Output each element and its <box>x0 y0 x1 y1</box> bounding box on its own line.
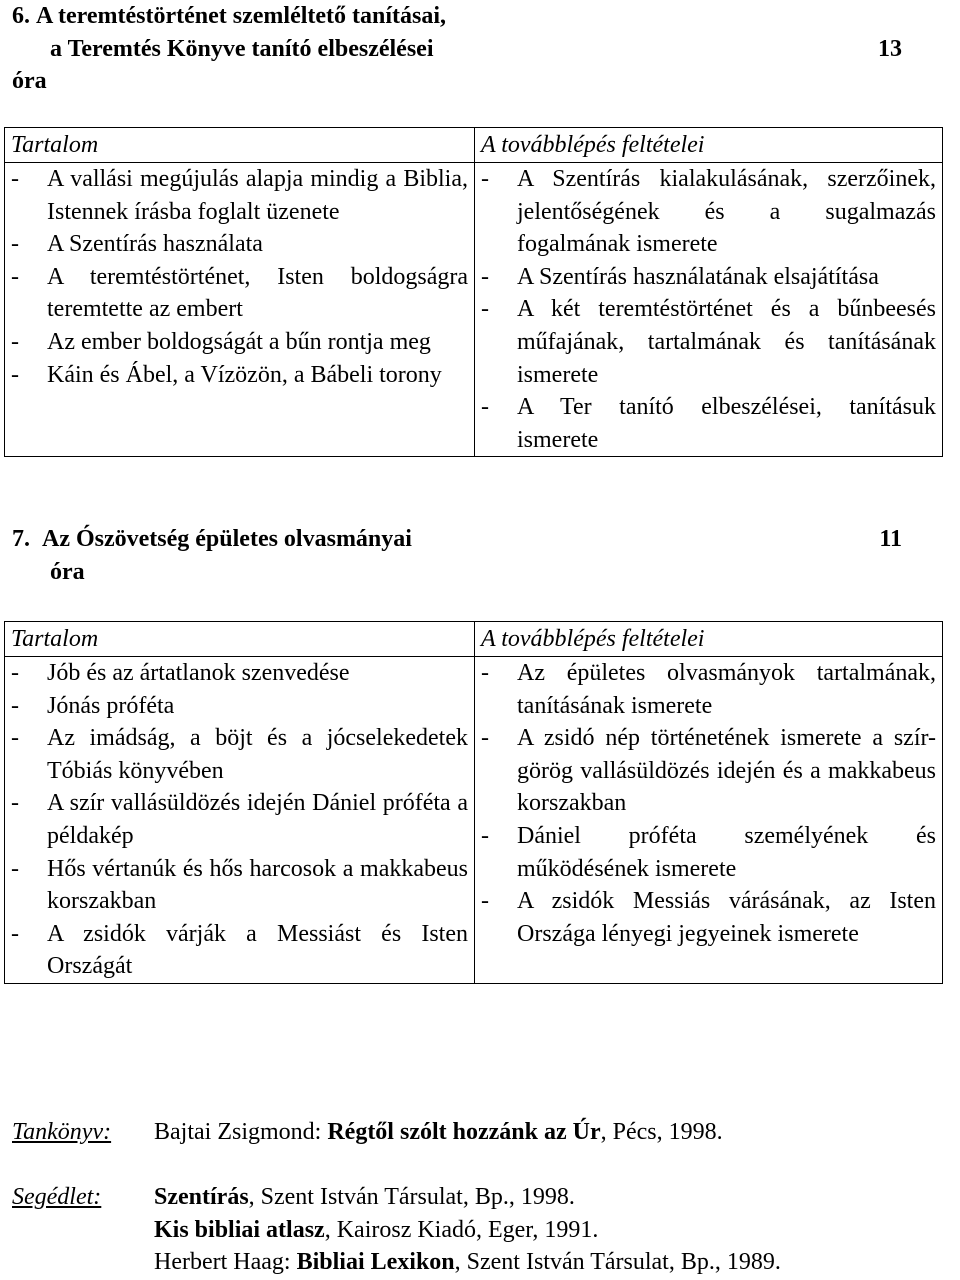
section-number: 7. <box>12 526 30 552</box>
section-title: Az Ószövetség épületes olvasmányai <box>42 526 412 552</box>
content-cell <box>5 657 475 984</box>
list-item: - A két teremtéstörténet és a bűnbeesés műfajának, tartalmának és tanításának ismerete <box>481 296 936 388</box>
list-item: - A Szentírás használatának elsajátítása <box>481 263 879 290</box>
textbook-publisher: , Pécs, 1998. <box>600 1119 723 1145</box>
column-header-conditions: A továbblépés feltételei <box>475 128 943 163</box>
list-item: - Az ember boldogságát a bűn rontja meg <box>11 328 431 355</box>
textbook-label: Tankönyv: <box>12 1119 112 1145</box>
section-title-line1: A teremtéstörténet szemléltető tanításai, <box>36 3 447 29</box>
section-unit: óra <box>50 558 85 585</box>
conditions-cell <box>475 657 943 984</box>
aid-item: Szentírás, Szent István Társulat, Bp., 1998. <box>154 1184 575 1210</box>
column-header-conditions: A továbblépés feltételei <box>475 622 943 657</box>
aid-item: Herbert Haag: Bibliai Lexikon, Szent István Társulat, Bp., 1989. <box>154 1249 781 1276</box>
section-6-heading <box>12 0 908 98</box>
section-number: 6. <box>12 3 30 29</box>
section-title-line2: a Teremtés Könyve tanító elbeszélései <box>50 35 434 62</box>
list-item: - Jónás próféta <box>11 692 175 719</box>
column-header-content: Tartalom <box>5 128 475 163</box>
list-item: - A zsidó nép történetének ismerete a szír-görög vallásüldözés idején és a makkabeus korszakban <box>481 725 936 817</box>
list-item: - Hős vértanúk és hős harcosok a makkabeus korszakban <box>11 855 468 915</box>
list-item: - A teremtéstörténet, Isten boldogságra teremtette az embert <box>11 263 468 323</box>
list-item: - Dániel próféta személyének és működésének ismerete <box>481 822 936 882</box>
list-item: - A vallási megújulás alapja mindig a Biblia, Istennek írásba foglalt üzenete <box>11 166 468 225</box>
list-item: - A Szentírás használata <box>11 231 263 258</box>
section-hours: 11 <box>879 526 902 552</box>
list-item: - Az imádság, a böjt és a jócselekedetek Tóbiás könyvében <box>11 725 468 784</box>
list-item: - Jób és az ártatlanok szenvedése <box>11 660 350 686</box>
list-item: - A zsidók Messiás várásának, az Isten Országa lényegi jegyeinek ismerete <box>481 888 936 947</box>
conditions-cell <box>475 163 943 457</box>
section-7-table <box>4 621 943 984</box>
section-unit: óra <box>12 68 47 95</box>
section-7-heading <box>12 523 908 588</box>
section-hours: 13 <box>878 35 902 62</box>
column-header-content: Tartalom <box>5 622 475 657</box>
aid-item: Kis bibliai atlasz, Kairosz Kiadó, Eger, 1991. <box>154 1216 599 1243</box>
list-item: - A szír vallásüldözés idején Dániel próféta a példakép <box>11 790 468 849</box>
list-item: - A zsidók várják a Messiást és Isten Országát <box>11 920 468 980</box>
list-item: - Az épületes olvasmányok tartalmának, tanításának ismerete <box>481 660 936 719</box>
list-item: - A Ter tanító elbeszélései, tanításuk ismerete <box>481 394 936 453</box>
textbook-author: Bajtai Zsigmond: <box>154 1119 328 1145</box>
list-item: - A Szentírás kialakulásának, szerzőinek, jelentőségének és a sugalmazás fogalmának ismerete <box>481 166 936 258</box>
textbook-reference <box>12 1116 942 1149</box>
section-6-table <box>4 127 943 457</box>
textbook-title: Régtől szólt hozzánk az Úr <box>327 1119 601 1145</box>
list-item: - Káin és Ábel, a Vízözön, a Bábeli torony <box>11 361 442 388</box>
aids-reference <box>12 1181 942 1279</box>
aids-label: Segédlet: <box>12 1184 102 1210</box>
content-cell <box>5 163 475 457</box>
